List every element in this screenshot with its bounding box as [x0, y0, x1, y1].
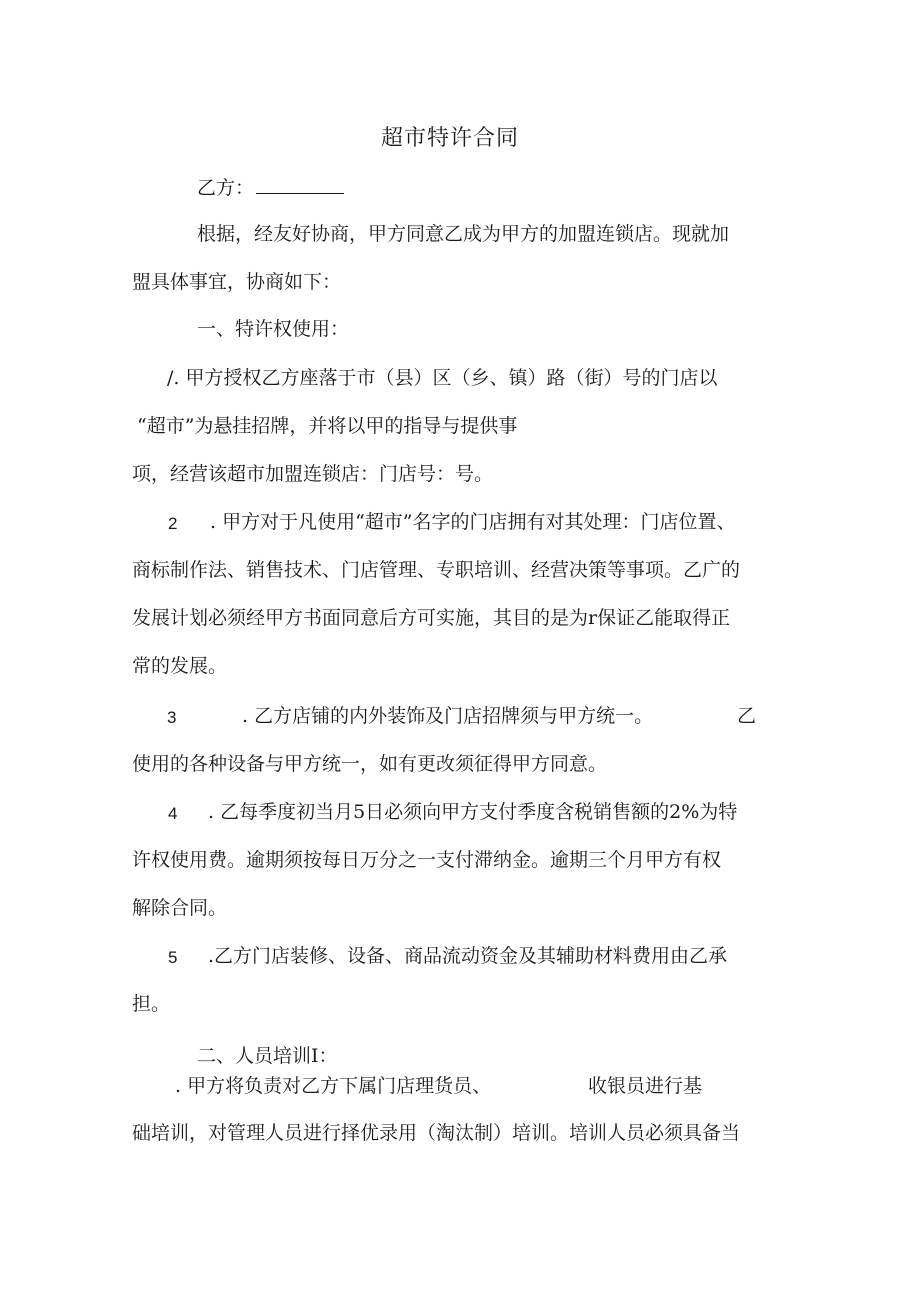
training-line-2: 础培训，对管理人员进行择优录用（淘汰制）培训。培训人员必须具备当	[132, 1122, 741, 1144]
party-b-label: 乙方：	[197, 177, 255, 199]
clause3-line-2: 使用的各种设备与甲方统一，如有更改须征得甲方同意。	[132, 753, 608, 775]
clause4-line-2: 许权使用费。逾期须按每日万分之一支付滞纳金。逾期三个月甲方有权	[132, 849, 722, 871]
section1-heading: 一、特许权使用：	[197, 318, 350, 340]
training-line-1: . 甲方将负责对乙方下属门店理货员、	[175, 1075, 492, 1097]
party-b-row	[197, 175, 344, 200]
clause2-line-1: . 甲方对于凡使用“超市”名字的门店拥有对其处理：门店位置、	[210, 511, 736, 533]
clause3-line-1-end: 乙	[737, 705, 757, 727]
clause1-line-2: “超市”为悬挂招牌，并将以甲的指导与提供事	[137, 415, 518, 437]
clause4-number: 4	[168, 804, 178, 823]
clause5-line-1: .乙方门店装修、设备、商品流动资金及其辅助材料费用由乙承	[208, 945, 728, 967]
party-b-blank	[256, 175, 344, 194]
clause5-number: 5	[168, 948, 178, 967]
section2-heading: 二、人员培训I：	[197, 1045, 338, 1067]
training-line-1-end: 收银员进行基	[588, 1075, 703, 1097]
clause2-line-2: 商标制作法、销售技术、门店管理、专职培训、经营决策等事项。乙广的	[132, 559, 741, 581]
clause2-line-3: 发展计划必须经甲方书面同意后方可实施，其目的是为r保证乙能取得正	[132, 607, 731, 629]
clause4-line-1: . 乙每季度初当月5日必须向甲方支付季度含税销售额的2%为特	[208, 801, 738, 823]
clause2-number: 2	[168, 514, 178, 533]
clause5-line-2: 担。	[132, 993, 171, 1015]
clause3-line-1: . 乙方店铺的内外装饰及门店招牌须与甲方统一。	[242, 705, 654, 727]
clause3-number: 3	[167, 708, 177, 727]
clause2-line-4: 常的发展。	[132, 655, 228, 677]
intro-line-1: 根据，经友好协商，甲方同意乙成为甲方的加盟连锁店。现就加	[197, 223, 730, 245]
clause4-line-3: 解除合同。	[132, 897, 228, 919]
intro-line-2: 盟具体事宜，协商如下：	[132, 271, 342, 293]
document-title: 超市特许合同	[380, 126, 519, 151]
clause1-line-1: /. 甲方授权乙方座落于市（县）区（乡、镇）路（街）号的门店以	[167, 367, 718, 389]
clause1-line-3: 项，经营该超市加盟连锁店：门店号：号。	[132, 463, 494, 485]
